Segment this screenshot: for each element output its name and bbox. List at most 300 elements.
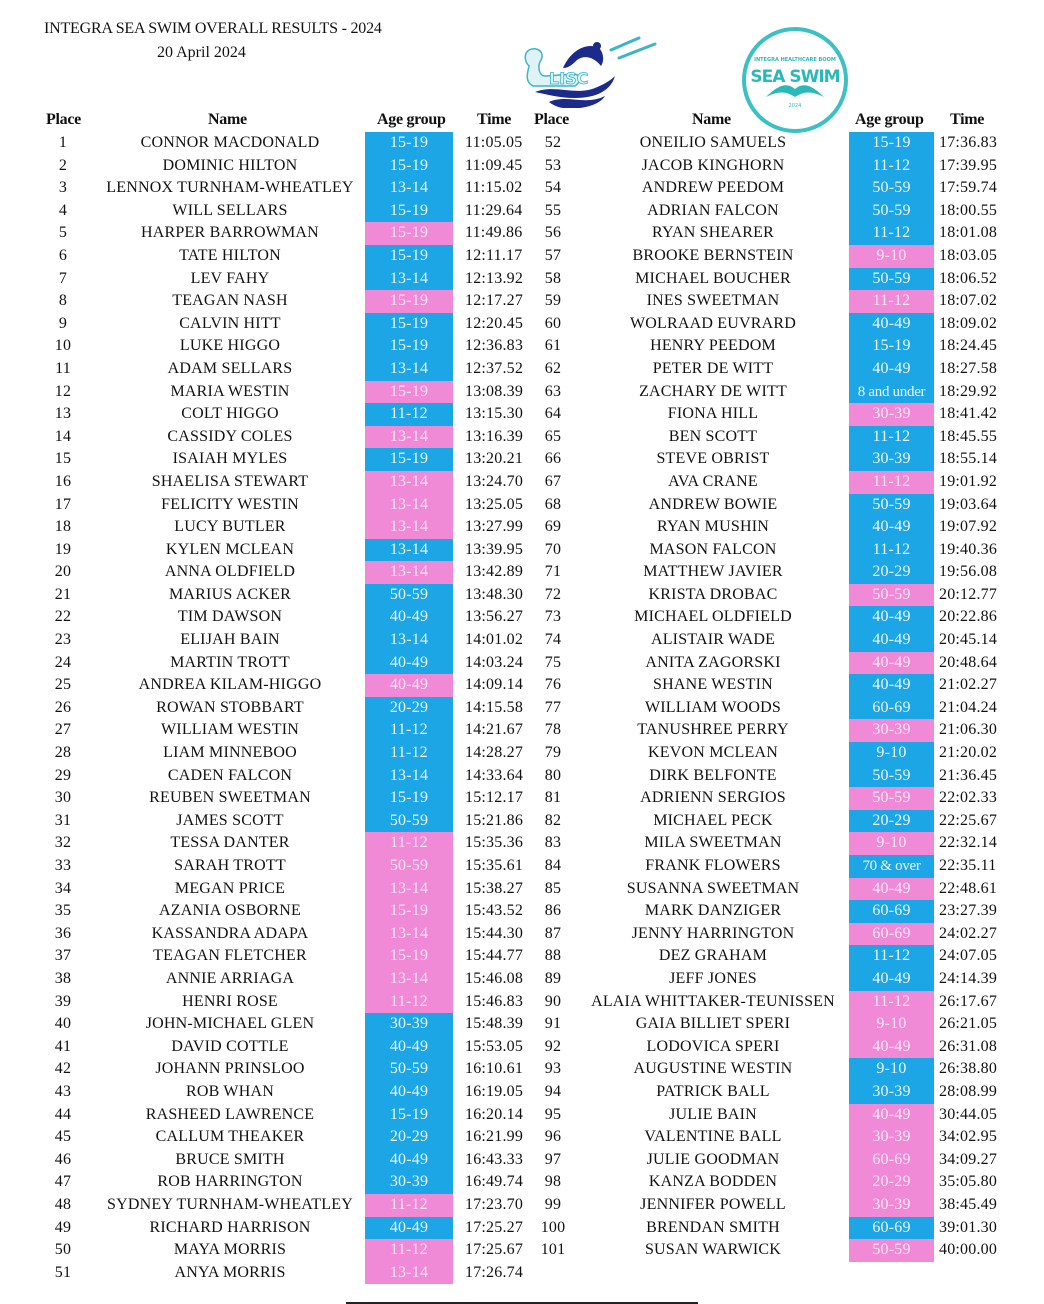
time-cell: 16:21.99 (465, 1128, 524, 1146)
time-cell: 15:35.36 (465, 834, 524, 852)
name-cell: MICHAEL PECK (653, 811, 773, 829)
name-cell: MARIA WESTIN (170, 382, 290, 400)
age-group-cell: 11-12 (365, 403, 453, 426)
place-cell: 54 (544, 179, 562, 197)
age-group-cell: 13-14 (365, 426, 453, 449)
time-cell: 15:48.39 (465, 1015, 524, 1033)
age-group-cell: 40-49 (365, 674, 453, 697)
age-group-cell: 13-14 (365, 516, 453, 539)
name-cell: RICHARD HARRISON (149, 1218, 311, 1236)
place-cell: 35 (54, 902, 72, 920)
age-group-cell: 13-14 (365, 471, 453, 494)
name-cell: SHAELISA STEWART (151, 472, 309, 490)
time-cell: 16:19.05 (465, 1082, 524, 1100)
age-group-cell: 60-69 (849, 697, 934, 720)
name-cell: MATTHEW JAVIER (643, 563, 783, 581)
time-cell: 19:40.36 (939, 540, 998, 558)
age-group-cell: 40-49 (849, 516, 934, 539)
place-cell: 62 (544, 359, 562, 377)
time-cell: 15:44.77 (465, 947, 524, 965)
age-group-cell: 11-12 (849, 991, 934, 1014)
name-cell: COLT HIGGO (181, 405, 279, 423)
age-group-cell: 50-59 (849, 584, 934, 607)
time-cell: 13:27.99 (465, 518, 524, 536)
age-group-cell: 13-14 (365, 358, 453, 381)
time-cell: 15:46.83 (465, 992, 524, 1010)
time-cell: 16:10.61 (465, 1060, 524, 1078)
name-cell: MILA SWEETMAN (644, 834, 782, 852)
place-cell: 25 (54, 676, 72, 694)
time-cell: 18:03.05 (939, 246, 998, 264)
time-cell: 11:15.02 (465, 179, 523, 197)
name-cell: PATRICK BALL (656, 1082, 770, 1100)
time-cell: 13:15.30 (465, 405, 524, 423)
name-cell: SHANE WESTIN (653, 676, 773, 694)
age-group-cell: 13-14 (365, 968, 453, 991)
age-group-cell: 40-49 (849, 629, 934, 652)
name-cell: JENNY HARRINGTON (631, 924, 795, 942)
place-cell: 61 (544, 337, 562, 355)
place-cell: 46 (54, 1150, 72, 1168)
time-cell: 17:26.74 (465, 1263, 524, 1281)
age-group-cell: 13-14 (365, 629, 453, 652)
time-cell: 14:15.58 (465, 698, 524, 716)
name-cell: HENRY PEEDOM (650, 337, 776, 355)
name-cell: KANZA BODDEN (648, 1173, 778, 1191)
age-group-cell: 15-19 (365, 945, 453, 968)
place-cell: 73 (544, 608, 562, 626)
name-cell: KYLEN MCLEAN (165, 540, 295, 558)
place-cell: 6 (58, 246, 68, 264)
name-cell: ROWAN STOBBART (156, 698, 304, 716)
place-cell: 94 (544, 1082, 562, 1100)
place-cell: 49 (54, 1218, 72, 1236)
age-group-cell: 20-29 (365, 1126, 453, 1149)
age-group-cell: 15-19 (365, 222, 453, 245)
name-cell: GAIA BILLIET SPERI (635, 1015, 791, 1033)
age-group-cell: 30-39 (849, 719, 934, 742)
name-cell: TATE HILTON (179, 246, 281, 264)
name-cell: ISAIAH MYLES (172, 450, 288, 468)
name-cell: LIAM MINNEBOO (163, 744, 297, 762)
place-cell: 1 (58, 134, 68, 151)
place-cell: 65 (544, 427, 562, 445)
place-cell: 22 (54, 608, 72, 626)
name-cell: WILLIAM WESTIN (160, 721, 300, 739)
age-group-cell: 50-59 (849, 177, 934, 200)
results-title: INTEGRA SEA SWIM OVERALL RESULTS - 2024 (44, 20, 382, 37)
name-cell: JEFF JONES (669, 969, 757, 987)
time-cell: 21:36.45 (939, 766, 998, 784)
time-cell: 18:29.92 (939, 382, 998, 400)
time-cell: 24:07.05 (939, 947, 998, 965)
time-cell: 14:09.14 (465, 676, 524, 694)
place-cell: 99 (544, 1195, 562, 1213)
header-place-left: Place (46, 111, 81, 128)
time-cell: 11:29.64 (465, 201, 523, 219)
name-cell: MAYA MORRIS (173, 1241, 287, 1259)
age-group-cell: 50-59 (365, 1058, 453, 1081)
age-group-cell: 40-49 (849, 606, 934, 629)
age-group-cell: 60-69 (849, 1217, 934, 1240)
name-cell: FIONA HILL (667, 405, 759, 423)
age-group-cell: 11-12 (365, 991, 453, 1014)
place-cell: 38 (54, 969, 72, 987)
age-group-cell: 8 and under (849, 381, 934, 404)
time-cell: 22:48.61 (939, 879, 998, 897)
name-cell: CALVIN HITT (179, 314, 281, 332)
place-cell: 82 (544, 811, 562, 829)
place-cell: 16 (54, 472, 72, 490)
place-cell: 26 (54, 698, 72, 716)
age-group-cell: 20-29 (849, 810, 934, 833)
name-cell: TIM DAWSON (177, 608, 283, 626)
place-cell: 71 (544, 563, 562, 581)
header-name-right: Name (692, 111, 731, 128)
name-cell: DOMINIC HILTON (162, 156, 298, 174)
header-time-right: Time (950, 111, 985, 128)
name-cell: INES SWEETMAN (646, 292, 780, 310)
time-cell: 16:20.14 (465, 1105, 524, 1123)
time-cell: 12:37.52 (465, 359, 524, 377)
name-cell: ANNIE ARRIAGA (165, 969, 295, 987)
age-group-cell: 40-49 (849, 1036, 934, 1059)
age-group-cell: 13-14 (365, 561, 453, 584)
age-group-cell: 30-39 (849, 403, 934, 426)
name-cell: ADAM SELLARS (167, 359, 293, 377)
name-cell: RASHEED LAWRENCE (145, 1105, 315, 1123)
place-cell: 29 (54, 766, 72, 784)
time-cell: 26:31.08 (939, 1037, 998, 1055)
age-group-cell: 40-49 (849, 652, 934, 675)
place-cell: 86 (544, 902, 562, 920)
time-cell: 19:03.64 (939, 495, 998, 513)
time-cell: 18:09.02 (939, 314, 998, 332)
time-cell: 30:44.05 (939, 1105, 998, 1123)
name-cell: KEVON MCLEAN (648, 744, 778, 762)
age-group-cell: 40-49 (849, 313, 934, 336)
age-group-cell: 9-10 (849, 1013, 934, 1036)
age-group-cell: 40-49 (849, 968, 934, 991)
place-cell: 95 (544, 1105, 562, 1123)
time-cell: 13:24.70 (465, 472, 524, 490)
name-cell: DAVID COTTLE (171, 1037, 289, 1055)
place-cell: 42 (54, 1060, 72, 1078)
time-cell: 19:56.08 (939, 563, 998, 581)
time-cell: 12:17.27 (465, 292, 524, 310)
name-cell: BRENDAN SMITH (646, 1218, 780, 1236)
place-cell: 87 (544, 924, 562, 942)
time-cell: 18:24.45 (939, 337, 998, 355)
place-cell: 14 (54, 427, 72, 445)
name-cell: CASSIDY COLES (167, 427, 293, 445)
place-cell: 77 (544, 698, 562, 716)
place-cell: 34 (54, 879, 72, 897)
place-cell: 36 (54, 924, 72, 942)
time-cell: 38:45.49 (939, 1195, 998, 1213)
place-cell: 78 (544, 721, 562, 739)
time-cell: 17:25.67 (465, 1241, 524, 1259)
place-cell: 70 (544, 540, 562, 558)
name-cell: JENNIFER POWELL (640, 1195, 786, 1213)
place-cell: 98 (544, 1173, 562, 1191)
name-cell: ANDREW PEEDOM (641, 179, 785, 197)
name-cell: KRISTA DROBAC (648, 585, 778, 603)
place-cell: 47 (54, 1173, 72, 1191)
place-cell: 101 (540, 1241, 566, 1259)
time-cell: 21:06.30 (939, 721, 998, 739)
place-cell: 31 (54, 811, 72, 829)
age-group-cell: 15-19 (365, 245, 453, 268)
age-group-cell: 40-49 (365, 606, 453, 629)
place-cell: 48 (54, 1195, 72, 1213)
age-group-cell: 20-29 (849, 1171, 934, 1194)
age-group-cell: 50-59 (365, 855, 453, 878)
place-cell: 84 (544, 857, 562, 874)
age-group-cell: 50-59 (849, 1239, 934, 1262)
time-cell: 20:22.86 (939, 608, 998, 626)
name-cell: ZACHARY DE WITT (639, 382, 787, 400)
name-cell: WOLRAAD EUVRARD (629, 314, 797, 332)
time-cell: 14:21.67 (465, 721, 524, 739)
place-cell: 41 (54, 1037, 72, 1055)
age-group-cell: 40-49 (365, 652, 453, 675)
age-group-cell: 70 & over (849, 855, 934, 878)
name-cell: MARIUS ACKER (169, 585, 291, 603)
time-cell: 17:23.70 (465, 1195, 524, 1213)
age-group-cell: 40-49 (849, 1104, 934, 1127)
age-group-cell: 13-14 (365, 539, 453, 562)
name-cell: JULIE GOODMAN (646, 1150, 780, 1168)
age-group-cell: 13-14 (365, 268, 453, 291)
place-cell: 5 (58, 224, 68, 242)
age-group-cell: 60-69 (849, 1149, 934, 1172)
header-age-group-right: Age group (855, 111, 924, 128)
time-cell: 14:01.02 (465, 631, 524, 649)
place-cell: 45 (54, 1128, 72, 1146)
header-name-left: Name (208, 111, 247, 128)
age-group-cell: 50-59 (849, 200, 934, 223)
place-cell: 33 (54, 857, 72, 874)
age-group-cell: 11-12 (849, 945, 934, 968)
place-cell: 37 (54, 947, 72, 965)
name-cell: ROB HARRINGTON (157, 1173, 303, 1191)
badge-year-text: 2024 (788, 103, 802, 109)
place-cell: 75 (544, 653, 562, 671)
place-cell: 59 (544, 292, 562, 310)
name-cell: DEZ GRAHAM (658, 947, 768, 965)
time-cell: 16:49.74 (465, 1173, 524, 1191)
place-cell: 51 (54, 1263, 72, 1281)
age-group-cell: 15-19 (365, 200, 453, 223)
age-group-cell: 20-29 (365, 697, 453, 720)
place-cell: 39 (54, 992, 72, 1010)
place-cell: 18 (54, 518, 72, 536)
place-cell: 13 (54, 405, 72, 423)
age-group-cell: 50-59 (365, 810, 453, 833)
header-place-right: Place (534, 111, 569, 128)
age-group-cell: 20-29 (849, 561, 934, 584)
place-cell: 60 (544, 314, 562, 332)
name-cell: HENRI ROSE (182, 992, 278, 1010)
time-cell: 13:39.95 (465, 540, 524, 558)
age-group-cell: 13-14 (365, 878, 453, 901)
age-group-cell: 15-19 (365, 155, 453, 178)
name-cell: BROOKE BERNSTEIN (632, 246, 794, 264)
age-group-cell: 13-14 (365, 923, 453, 946)
age-group-cell: 40-49 (849, 358, 934, 381)
place-cell: 83 (544, 834, 562, 852)
time-cell: 12:36.83 (465, 337, 524, 355)
name-cell: KASSANDRA ADAPA (151, 924, 309, 942)
place-cell: 3 (58, 179, 68, 197)
name-cell: ANDREA KILAM-HIGGO (138, 676, 322, 694)
time-cell: 13:20.21 (465, 450, 524, 468)
age-group-cell: 30-39 (849, 1081, 934, 1104)
place-cell: 80 (544, 766, 562, 784)
place-cell: 66 (544, 450, 562, 468)
time-cell: 21:20.02 (939, 744, 998, 762)
age-group-cell: 11-12 (365, 719, 453, 742)
age-group-cell: 40-49 (365, 1036, 453, 1059)
age-group-cell: 11-12 (365, 1239, 453, 1262)
time-cell: 11:05.05 (465, 134, 523, 151)
age-group-cell: 11-12 (849, 290, 934, 313)
name-cell: TEAGAN NASH (172, 292, 288, 310)
time-cell: 19:01.92 (939, 472, 998, 490)
time-cell: 22:02.33 (939, 789, 998, 807)
age-group-cell: 11-12 (849, 426, 934, 449)
age-group-cell: 9-10 (849, 742, 934, 765)
time-cell: 18:06.52 (939, 269, 998, 287)
place-cell: 23 (54, 631, 72, 649)
age-group-cell: 60-69 (849, 923, 934, 946)
place-cell: 81 (544, 789, 562, 807)
name-cell: RYAN SHEARER (652, 224, 774, 242)
time-cell: 13:56.27 (465, 608, 524, 626)
age-group-cell: 9-10 (849, 245, 934, 268)
place-cell: 24 (54, 653, 72, 671)
place-cell: 15 (54, 450, 72, 468)
name-cell: ALAIA WHITTAKER-TEUNISSEN (591, 992, 835, 1010)
badge-main-text: SEA SWIM (750, 67, 840, 87)
name-cell: AVA CRANE (668, 472, 758, 490)
time-cell: 18:00.55 (939, 201, 998, 219)
time-cell: 34:09.27 (939, 1150, 998, 1168)
name-cell: STEVE OBRIST (656, 450, 770, 468)
name-cell: JULIE BAIN (669, 1105, 757, 1123)
badge-sponsor-text: INTEGRA HEALTHCARE BOOM (754, 57, 836, 63)
place-cell: 91 (544, 1015, 562, 1033)
name-cell: MARTIN TROTT (170, 653, 290, 671)
age-group-cell: 15-19 (365, 335, 453, 358)
place-cell: 57 (544, 246, 562, 264)
age-group-cell: 15-19 (365, 132, 453, 155)
age-group-cell: 13-14 (365, 765, 453, 788)
age-group-cell: 15-19 (849, 335, 934, 358)
age-group-cell: 15-19 (849, 132, 934, 155)
time-cell: 15:44.30 (465, 924, 524, 942)
place-cell: 74 (544, 631, 562, 649)
place-cell: 90 (544, 992, 562, 1010)
place-cell: 69 (544, 518, 562, 536)
place-cell: 56 (544, 224, 562, 242)
age-group-cell: 40-49 (365, 1081, 453, 1104)
place-cell: 2 (58, 156, 68, 174)
name-cell: ALISTAIR WADE (650, 631, 776, 649)
place-cell: 53 (544, 156, 562, 174)
age-group-cell: 30-39 (849, 448, 934, 471)
name-cell: CONNOR MACDONALD (140, 134, 320, 151)
name-cell: FRANK FLOWERS (645, 857, 781, 874)
name-cell: AZANIA OSBORNE (159, 902, 301, 920)
place-cell: 79 (544, 744, 562, 762)
event-date: 20 April 2024 (157, 44, 246, 61)
place-cell: 4 (58, 201, 68, 219)
age-group-cell: 50-59 (849, 765, 934, 788)
time-cell: 22:32.14 (939, 834, 998, 852)
name-cell: WILLIAM WOODS (644, 698, 782, 716)
name-cell: DIRK BELFONTE (649, 766, 777, 784)
time-cell: 15:53.05 (465, 1037, 524, 1055)
age-group-cell: 50-59 (365, 584, 453, 607)
time-cell: 21:02.27 (939, 676, 998, 694)
age-group-cell: 15-19 (365, 900, 453, 923)
age-group-cell: 13-14 (365, 1262, 453, 1285)
age-group-cell: 11-12 (849, 222, 934, 245)
place-cell: 32 (54, 834, 72, 852)
age-group-cell: 50-59 (849, 268, 934, 291)
name-cell: VALENTINE BALL (644, 1128, 782, 1146)
time-cell: 26:17.67 (939, 992, 998, 1010)
time-cell: 39:01.30 (939, 1218, 998, 1236)
name-cell: JACOB KINGHORN (641, 156, 785, 174)
place-cell: 85 (544, 879, 562, 897)
time-cell: 35:05.80 (939, 1173, 998, 1191)
time-cell: 13:16.39 (465, 427, 524, 445)
place-cell: 67 (544, 472, 562, 490)
time-cell: 16:43.33 (465, 1150, 524, 1168)
age-group-cell: 30-39 (849, 1194, 934, 1217)
name-cell: FELICITY WESTIN (161, 495, 299, 513)
time-cell: 14:03.24 (465, 653, 524, 671)
time-cell: 15:43.52 (465, 902, 524, 920)
name-cell: TESSA DANTER (170, 834, 290, 852)
age-group-cell: 50-59 (849, 787, 934, 810)
time-cell: 28:08.99 (939, 1082, 998, 1100)
name-cell: LENNOX TURNHAM-WHEATLEY (106, 179, 354, 197)
name-cell: JAMES SCOTT (176, 811, 284, 829)
name-cell: SUSANNA SWEETMAN (626, 879, 800, 897)
name-cell: ADRIAN FALCON (647, 201, 779, 219)
place-cell: 40 (54, 1015, 72, 1033)
place-cell: 27 (54, 721, 72, 739)
name-cell: ANYA MORRIS (174, 1263, 286, 1281)
name-cell: RYAN MUSHIN (657, 518, 769, 536)
name-cell: ANITA ZAGORSKI (645, 653, 781, 671)
name-cell: REUBEN SWEETMAN (149, 789, 311, 807)
time-cell: 18:27.58 (939, 359, 998, 377)
place-cell: 17 (54, 495, 72, 513)
name-cell: HARPER BARROWMAN (141, 224, 319, 242)
age-group-cell: 40-49 (365, 1149, 453, 1172)
name-cell: ELIJAH BAIN (180, 631, 280, 649)
time-cell: 23:27.39 (939, 902, 998, 920)
age-group-cell: 11-12 (365, 1194, 453, 1217)
age-group-cell: 40-49 (849, 878, 934, 901)
time-cell: 18:41.42 (939, 405, 998, 423)
time-cell: 18:01.08 (939, 224, 998, 242)
